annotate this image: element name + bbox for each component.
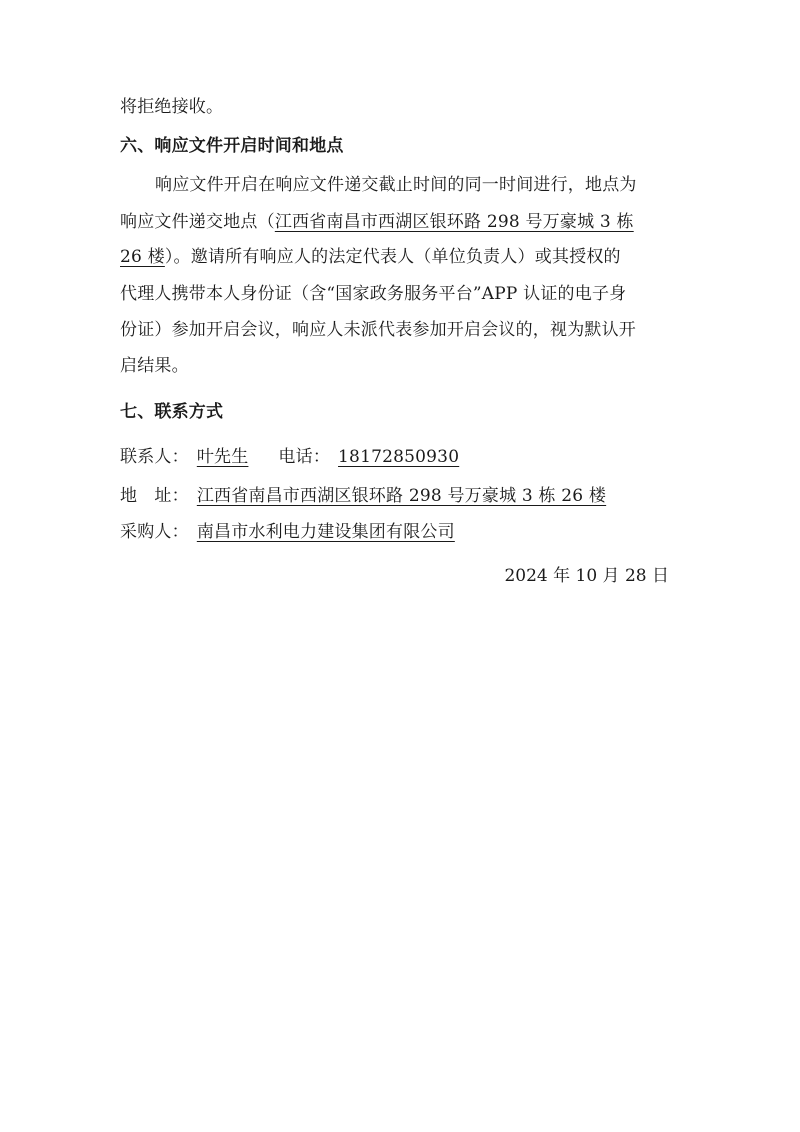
paragraph-line-1: 响应文件开启在响应文件递交截止时间的同一时间进行，地点为 bbox=[155, 175, 637, 195]
paragraph-line-3 bbox=[120, 245, 621, 269]
address-value: 江西省南昌市西湖区银环路 298 号万豪城 3 栋 26 楼 bbox=[196, 486, 607, 506]
venue-address-underlined: 江西省南昌市西湖区银环路 298 号万豪城 3 栋 bbox=[274, 212, 634, 232]
paragraph-text: 响应文件递交地点（ bbox=[120, 212, 275, 232]
venue-floor-underlined: 26 楼 bbox=[120, 247, 165, 267]
contact-label: 联系人： bbox=[120, 447, 189, 467]
section-six-heading: 六、响应文件开启时间和地点 bbox=[120, 136, 344, 156]
section-seven-heading: 七、联系方式 bbox=[120, 402, 224, 422]
address-label: 地 址： bbox=[120, 486, 189, 506]
buyer-label: 采购人： bbox=[120, 522, 189, 542]
document-date: 2024 年 10 月 28 日 bbox=[504, 566, 669, 586]
phone-value: 18172850930 bbox=[338, 447, 460, 467]
contact-value: 叶先生 bbox=[196, 447, 249, 467]
paragraph-text: ）。邀请所有响应人的法定代表人（单位负责人）或其授权的 bbox=[164, 247, 621, 267]
address-row bbox=[120, 484, 614, 508]
paragraph-line-4: 代理人携带本人身份证（含“国家政务服务平台”APP 认证的电子身 bbox=[120, 284, 627, 304]
phone-label: 电话： bbox=[278, 447, 331, 467]
paragraph-line-6: 启结果。 bbox=[120, 356, 189, 376]
paragraph-line-5: 份证）参加开启会议，响应人未派代表参加开启会议的，视为默认开 bbox=[120, 320, 636, 340]
paragraph-line-2 bbox=[120, 210, 634, 234]
contact-row bbox=[120, 445, 467, 469]
buyer-row bbox=[120, 520, 463, 544]
buyer-value: 南昌市水利电力建设集团有限公司 bbox=[196, 522, 455, 542]
continuation-text: 将拒绝接收。 bbox=[120, 97, 224, 117]
